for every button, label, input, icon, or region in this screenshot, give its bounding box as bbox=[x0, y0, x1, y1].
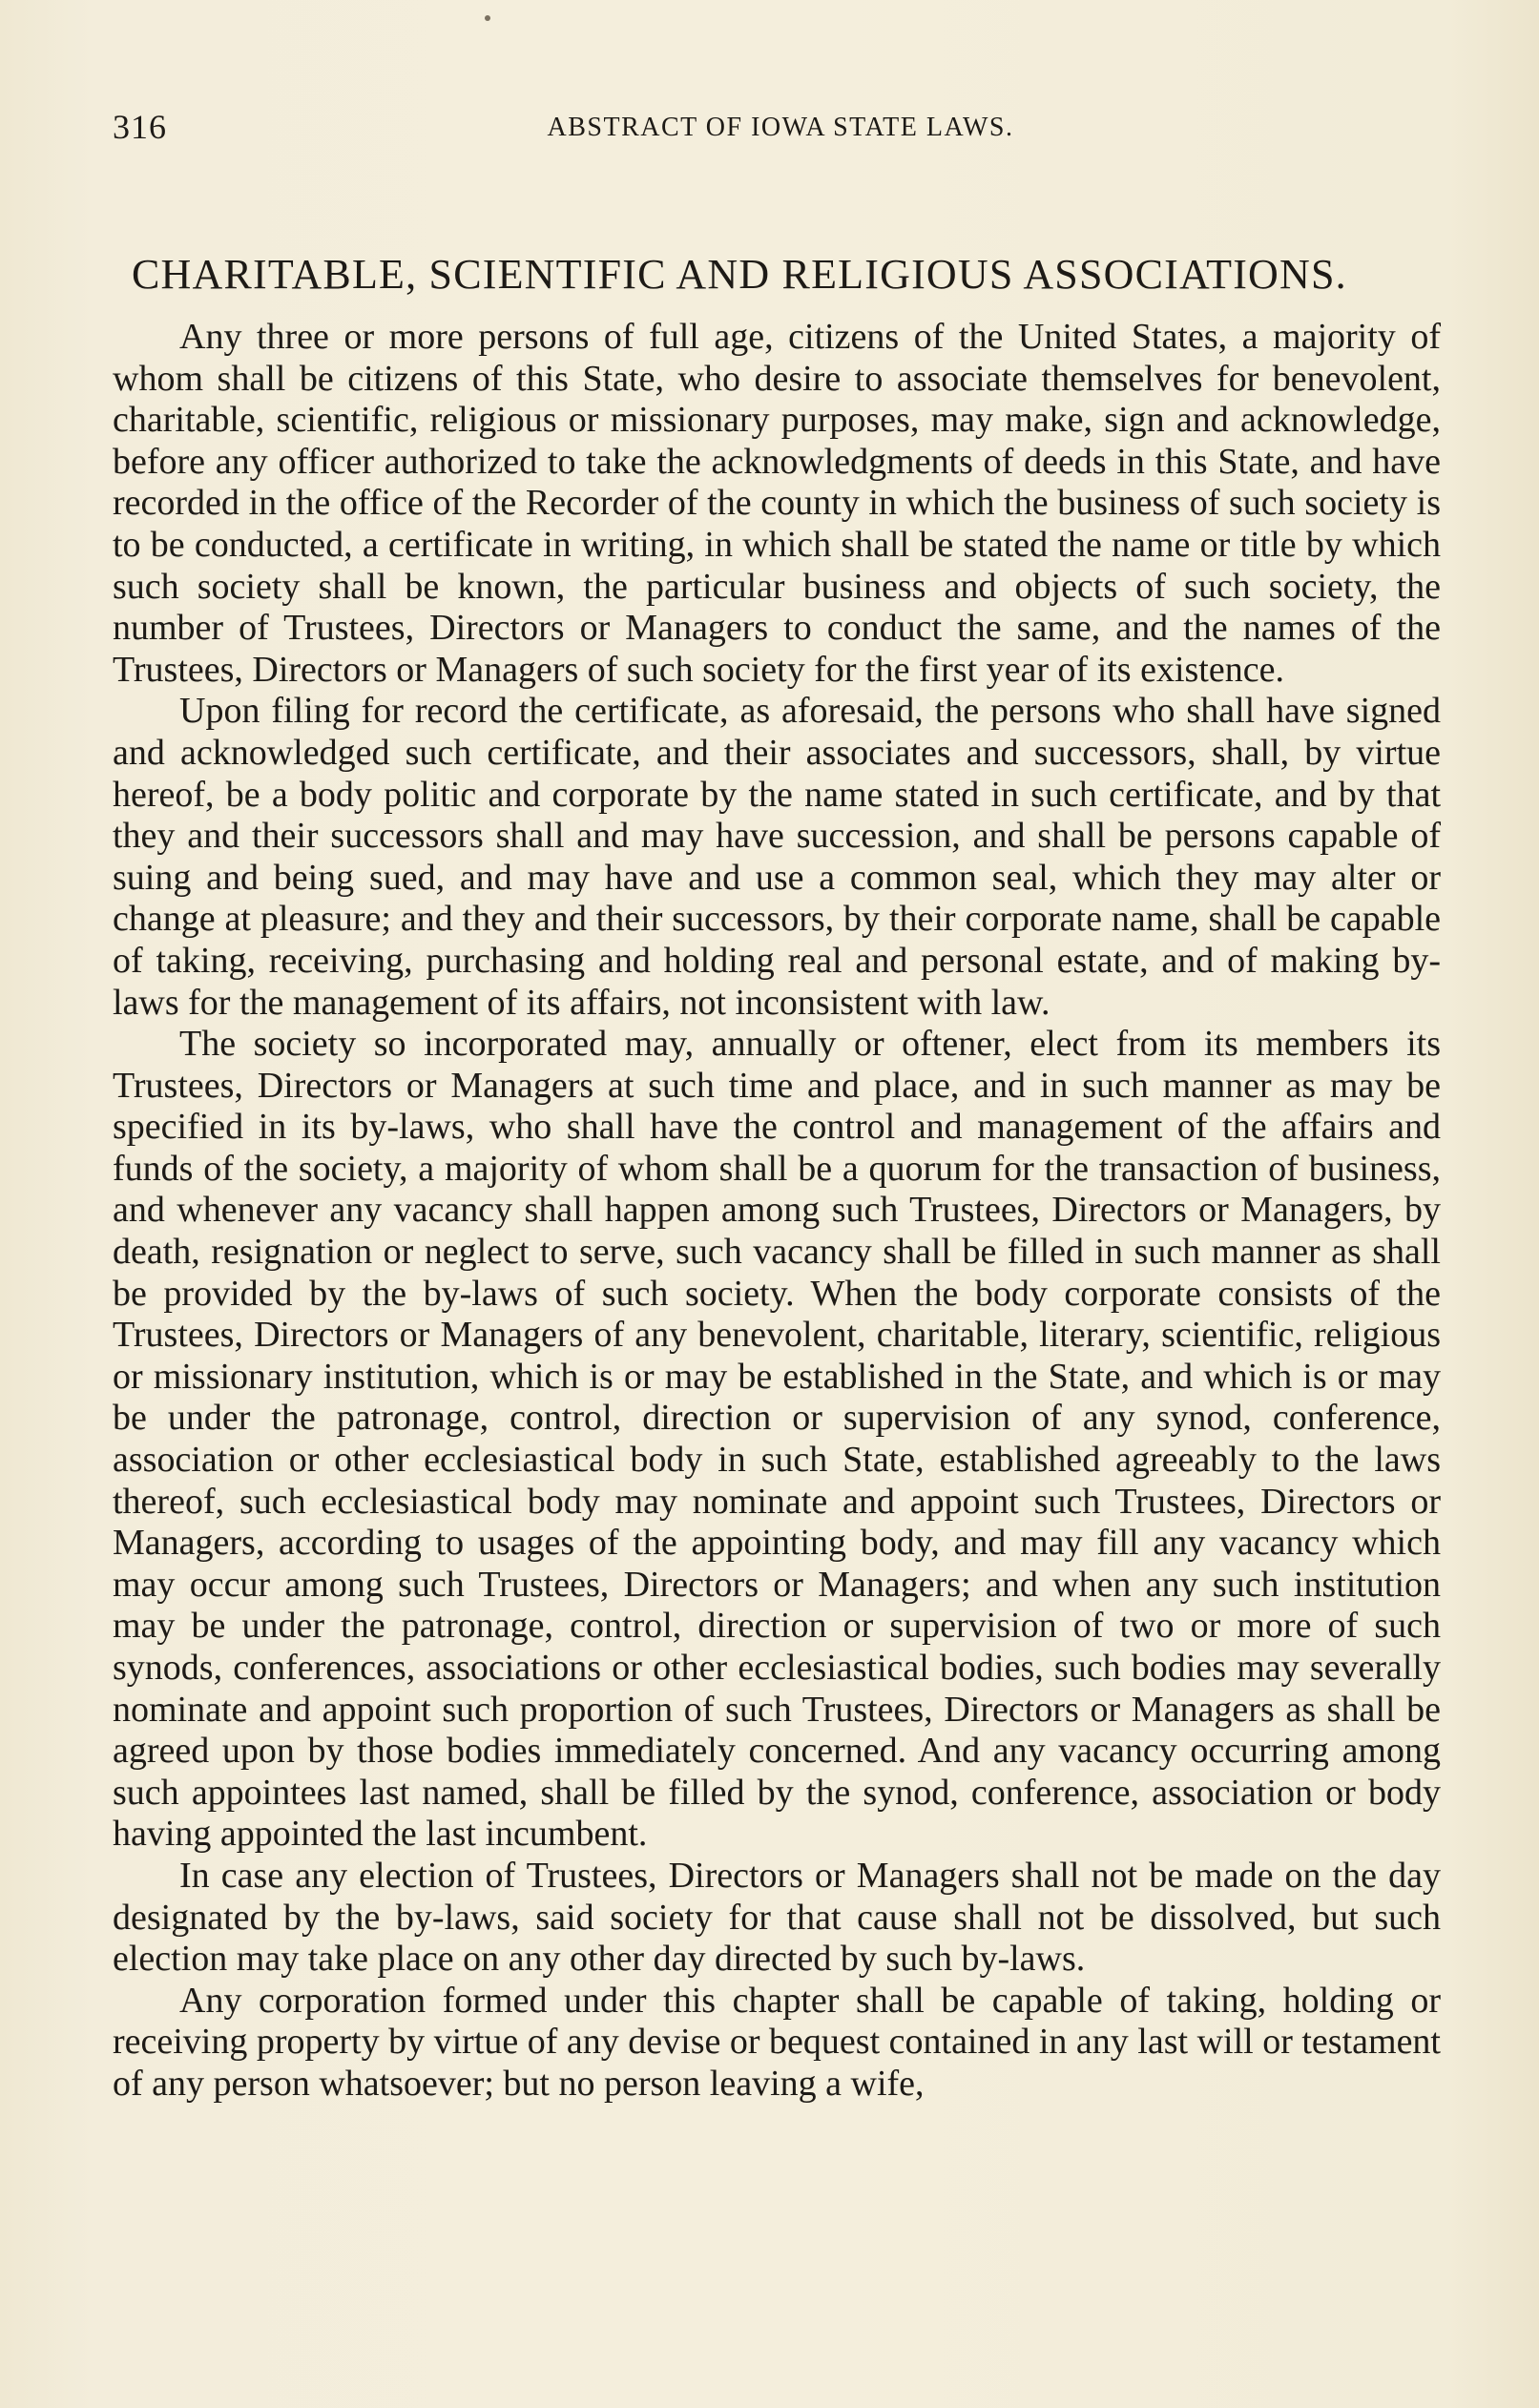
running-head: ABSTRACT OF IOWA STATE LAWS. bbox=[547, 113, 1014, 142]
paragraph-trustees: The society so incorporated may, annually or oftener, elect from its members its Trustees, Directors or Managers at such time and place, and in such manner as may be specified in its by-laws, who shall have the control and management of the affairs and funds of the society, a majority of whom shall be a quorum for the transaction of business, and whenever any vacancy shall happen among such Trustees, Directors or Managers, by death, resignation or neglect to serve, such vacancy shall be filled in such manner as shall be provided by the by-laws of such society. When the body corporate consists of the Trustees, Directors or Managers of any benevolent, charitable, literary, scientific, religious or missionary institution, which is or may be established in the State, and which is or may be under the patronage, control, direction or supervision of any synod, conference, association or other ecclesiastical body in such State, established agreeably to the laws thereof, such ecclesiastical body may nominate and appoint such Trustees, Directors or Managers, according to usages of the appointing body, and may fill any vacancy which may occur among such Trustees, Directors or Managers; and when any such institution may be under the patronage, control, direction or supervision of two or more of such synods, conferences, associations or other ecclesiastical bodies, such bodies may severally nominate and appoint such proportion of such Trustees, Directors or Managers as shall be agreed upon by those bodies immediately concerned. And any vacancy occurring among such appointees last named, shall be filled by the synod, conference, association or body having appointed the last incumbent. bbox=[113, 1024, 1441, 1855]
paragraph-property: Any corporation formed under this chapter shall be capable of taking, holding or receiving property by virtue of any devise or bequest contained in any last will or testament of any person whatsoever; but no person leaving a wife, bbox=[113, 1980, 1441, 2104]
print-speck bbox=[485, 15, 490, 21]
page-number: 316 bbox=[113, 108, 167, 146]
section-title: CHARITABLE, SCIENTIFIC AND RELIGIOUS ASSOCIATIONS. bbox=[132, 251, 1347, 298]
body-text bbox=[113, 317, 1441, 2106]
paragraph-incorporation: Upon filing for record the certificate, as aforesaid, the persons who shall have signed and acknowledged such certificate, and their associates and successors, shall, by virtue hereof, be a body politic and corporate by the name stated in such certificate, and by that they and their successors shall and may have succession, and shall be persons capable of suing and being sued, and may have and use a common seal, which they may alter or change at pleasure; and they and their successors, by their corporate name, shall be capable of taking, receiving, purchasing and holding real and personal estate, and of making by-laws for the management of its affairs, not inconsistent with law. bbox=[113, 691, 1441, 1023]
page-header bbox=[113, 107, 1448, 155]
paragraph-certificate: Any three or more persons of full age, citizens of the United States, a majority of whom shall be citizens of this State, who desire to associate themselves for benevolent, charitable, scientific, religious or missionary purposes, may make, sign and acknowledge, before any officer authorized to take the acknowledgments of deeds in this State, and have recorded in the office of the Recorder of the county in which the business of such society is to be conducted, a certificate in writing, in which shall be stated the name or title by which such society shall be known, the particular business and objects of such society, the number of Trustees, Directors or Managers to conduct the same, and the names of the Trustees, Directors or Managers of such society for the first year of its existence. bbox=[113, 317, 1441, 690]
paragraph-election: In case any election of Trustees, Directors or Managers shall not be made on the day designated by the by-laws, said society for that cause shall not be dissolved, but such election may take place on any other day directed by such by-laws. bbox=[113, 1855, 1441, 1980]
